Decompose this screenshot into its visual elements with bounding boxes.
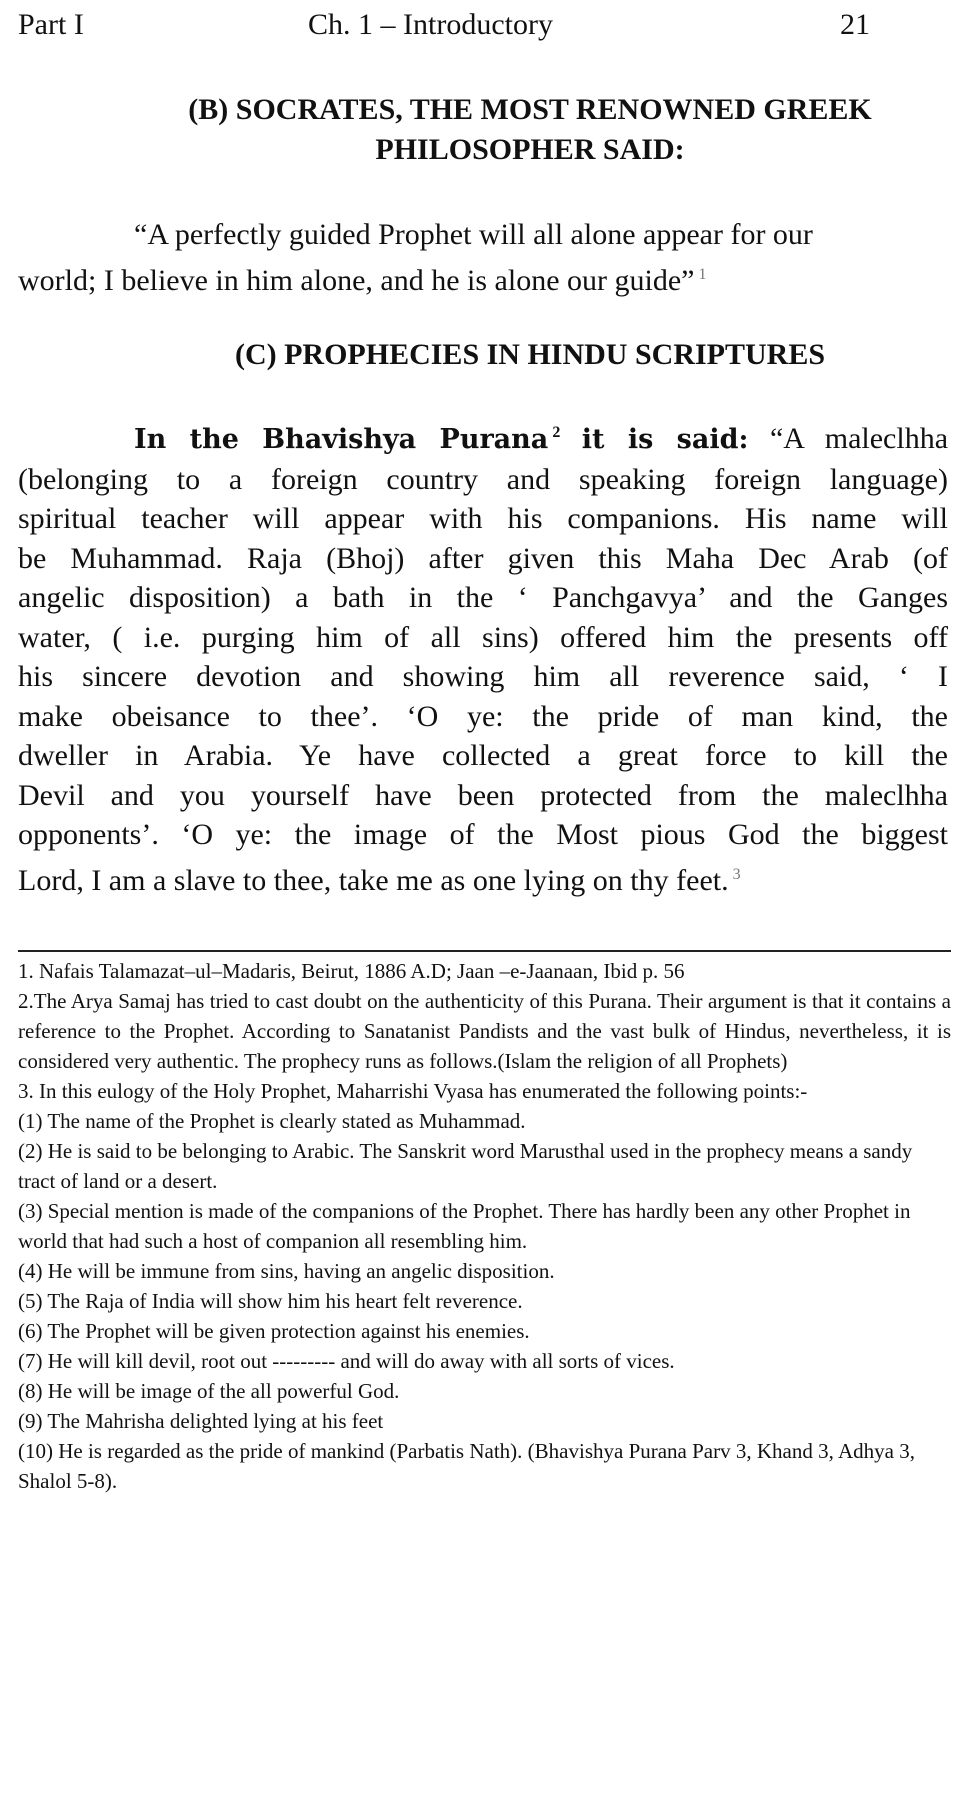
section-b-heading-line1: (B) SOCRATES, THE MOST RENOWNED GREEK: [188, 93, 872, 126]
quote-line-2-text: world; I believe in him alone, and he is alone our guide”: [18, 264, 695, 297]
footnote-point: (5) The Raja of India will show him his heart felt reverence.: [18, 1289, 523, 1313]
section-b-heading: [110, 90, 950, 170]
running-header: [18, 8, 870, 48]
lead-bold-1: In the Bhavishya Purana: [134, 424, 549, 455]
footnote-1: 1. Nafais Talamazat–ul–Madaris, Beirut, 1886 A.D; Jaan –e-Jaanaan, Ibid p. 56: [18, 959, 685, 983]
paragraph-line: [18, 413, 948, 460]
header-chapter: Ch. 1 – Introductory: [308, 8, 553, 41]
header-part: Part I: [18, 8, 84, 41]
page-number: 21: [840, 8, 870, 41]
paragraph-line: water, ( i.e. purging him of all sins) offered him the presents off: [18, 620, 948, 654]
footnotes: [18, 956, 951, 1496]
footnote-ref-1: 1: [698, 266, 707, 283]
paragraph-line: be Muhammad. Raja (Bhoj) after given this Maha Dec Arab (of: [18, 541, 948, 575]
paragraph-line: Devil and you yourself have been protected from the maleclhha: [18, 778, 948, 812]
footnote-point: (3) Special mention is made of the companions of the Prophet. There has hardly been any other Prophet in world that had such a host of companion all resembling him.: [18, 1199, 911, 1253]
footnote-ref-2: 2: [552, 424, 561, 441]
footnote-point: (6) The Prophet will be given protection against his enemies.: [18, 1319, 530, 1343]
footnote-point: (4) He will be immune from sins, having an angelic disposition.: [18, 1259, 555, 1283]
section-c-heading: (C) PROPHECIES IN HINDU SCRIPTURES: [234, 338, 826, 371]
footnote-point: (8) He will be image of the all powerful God.: [18, 1379, 400, 1403]
paragraph-line: his sincere devotion and showing him all reverence said, ‘ I: [18, 660, 948, 693]
footnote-point: (10) He is regarded as the pride of mankind (Parbatis Nath). (Bhavishya Purana Parv 3, Khand 3, Adhya 3, Shalol 5-8).: [18, 1439, 915, 1493]
footnote-3: 3. In this eulogy of the Holy Prophet, Maharrishi Vyasa has enumerated the following points:-: [18, 1079, 808, 1103]
quote-line-1: “A perfectly guided Prophet will all alone appear for our: [134, 218, 813, 251]
footnote-divider: [18, 950, 951, 952]
paragraph-last-line-text: Lord, I am a slave to thee, take me as one lying on thy feet.: [18, 863, 729, 897]
quote-line-2: [18, 255, 948, 301]
section-b-heading-line2: PHILOSOPHER SAID:: [375, 133, 685, 166]
paragraph-line: angelic disposition) a bath in the ‘ Panchgavya’ and the Ganges: [18, 581, 948, 614]
footnote-point: (9) The Mahrisha delighted lying at his feet: [18, 1409, 384, 1433]
paragraph-line: (belonging to a foreign country and speaking foreign language): [18, 462, 948, 496]
paragraph-line: spiritual teacher will appear with his companions. His name will: [18, 502, 948, 535]
paragraph-line: opponents’. ‘O ye: the image of the Most pious God the biggest: [18, 818, 948, 851]
footnote-point: (1) The name of the Prophet is clearly stated as Muhammad.: [18, 1109, 526, 1133]
lead-bold-2: it is said:: [581, 424, 749, 455]
paragraph-line-text: “A maleclhha: [769, 422, 948, 455]
footnote-point: (7) He will kill devil, root out --------- and will do away with all sorts of vices.: [18, 1349, 675, 1373]
footnote-2: 2.The Arya Samaj has tried to cast doubt on the authenticity of this Purana. Their argument is that it contains a reference to the Prophet. According to Sanatanist Pandists and the vast bulk of Hindus, nevertheless, it is considered very authentic. The prophecy runs as follows.(Islam the religion of all Prophets): [18, 989, 951, 1073]
footnote-ref-3: 3: [732, 865, 741, 883]
paragraph-line: dweller in Arabia. Ye have collected a great force to kill the: [18, 739, 948, 772]
paragraph-line: [18, 855, 948, 901]
bhavishya-purana-paragraph: [18, 413, 948, 900]
paragraph-line: make obeisance to thee’. ‘O ye: the pride of man kind, the: [18, 699, 948, 733]
footnote-point: (2) He is said to be belonging to Arabic. The Sanskrit word Marusthal used in the prophecy means a sandy tract of land or a desert.: [18, 1139, 913, 1193]
socrates-quote: [18, 215, 948, 301]
